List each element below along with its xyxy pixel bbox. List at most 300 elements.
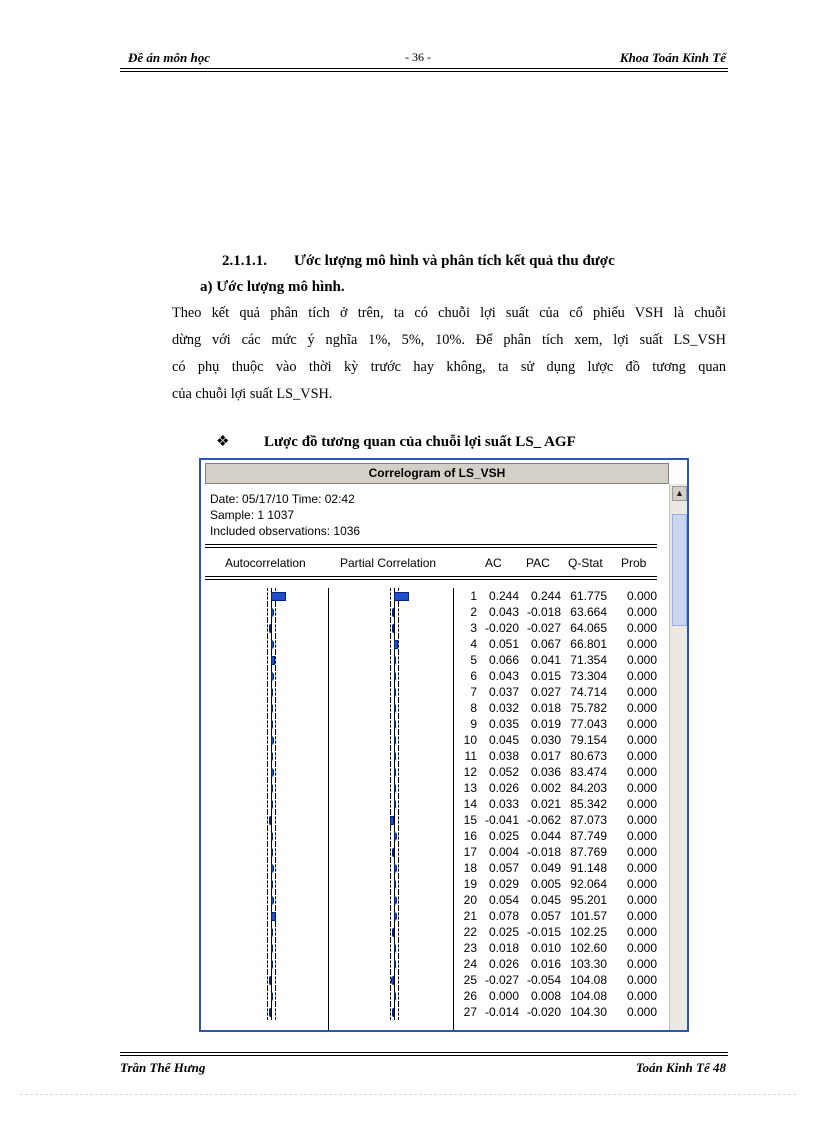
ac-cell: 0.032 — [488, 701, 519, 715]
pac-bar — [394, 784, 396, 793]
paragraph-line: dừng với các mức ý nghĩa 1%, 5%, 10%. Để phân tích xem, lợi suất LS_VSH — [172, 332, 726, 348]
prob-cell: 0.000 — [626, 621, 657, 635]
correlogram-row — [201, 908, 671, 924]
lag-cell: 13 — [463, 781, 477, 795]
ac-cell: -0.041 — [484, 813, 519, 827]
ac-cell: 0.035 — [488, 717, 519, 731]
pac-band-upper — [398, 604, 400, 620]
pac-band-lower — [390, 732, 392, 748]
body-paragraph — [172, 300, 726, 408]
lag-cell: 5 — [470, 653, 477, 667]
ac-bar — [271, 768, 274, 777]
correlogram-row — [201, 732, 671, 748]
ac-band-upper — [275, 876, 277, 892]
pac-band-upper — [398, 892, 400, 908]
lag-cell: 21 — [463, 909, 477, 923]
footer-rule — [120, 1052, 728, 1056]
ac-band-lower — [267, 796, 269, 812]
ac-band-upper — [275, 748, 277, 764]
ac-cell: 0.051 — [488, 637, 519, 651]
ac-band-lower — [267, 764, 269, 780]
pac-axis — [394, 924, 395, 940]
pac-cell: 0.027 — [530, 685, 561, 699]
prob-cell: 0.000 — [626, 1005, 657, 1019]
pac-cell: 0.067 — [530, 637, 561, 651]
ac-cell: -0.014 — [484, 1005, 519, 1019]
ac-band-lower — [267, 892, 269, 908]
qstat-cell: 91.148 — [570, 861, 607, 875]
pac-bar — [394, 880, 396, 889]
prob-cell: 0.000 — [626, 701, 657, 715]
correlogram-row — [201, 844, 671, 860]
pac-cell: 0.049 — [530, 861, 561, 875]
lag-cell: 14 — [463, 797, 477, 811]
ac-band-upper — [275, 940, 277, 956]
prob-cell: 0.000 — [626, 781, 657, 795]
lag-cell: 15 — [463, 813, 477, 827]
scroll-up-arrow-icon[interactable]: ▲ — [672, 486, 687, 501]
pac-cell: -0.018 — [526, 845, 561, 859]
pac-bar — [394, 896, 397, 905]
prob-cell: 0.000 — [626, 893, 657, 907]
ac-band-lower — [267, 732, 269, 748]
ac-bar — [271, 800, 273, 809]
ac-bar — [271, 864, 274, 873]
ac-band-upper — [275, 796, 277, 812]
qstat-cell: 74.714 — [570, 685, 607, 699]
pac-band-upper — [398, 764, 400, 780]
ac-band-lower — [267, 780, 269, 796]
figure-caption — [216, 432, 576, 451]
pac-bar — [394, 752, 396, 761]
qstat-cell: 71.354 — [570, 653, 607, 667]
qstat-cell: 79.154 — [570, 733, 607, 747]
paragraph-line: có phụ thuộc vào thời kỳ trước hay không, ta sử dụng lược đồ tương quan — [172, 359, 726, 375]
pac-bar — [394, 800, 396, 809]
prob-cell: 0.000 — [626, 925, 657, 939]
lag-cell: 20 — [463, 893, 477, 907]
qstat-cell: 64.065 — [570, 621, 607, 635]
col-pac: PAC — [526, 556, 550, 570]
pac-band-lower — [390, 908, 392, 924]
pac-band-upper — [398, 748, 400, 764]
pac-band-upper — [398, 860, 400, 876]
qstat-cell: 87.749 — [570, 829, 607, 843]
pac-band-upper — [398, 908, 400, 924]
prob-cell: 0.000 — [626, 845, 657, 859]
diamond-bullet-icon: ❖ — [216, 434, 230, 450]
prob-cell: 0.000 — [626, 957, 657, 971]
col-autocorrelation: Autocorrelation — [225, 556, 306, 570]
ac-band-lower — [267, 876, 269, 892]
ac-bar — [271, 736, 274, 745]
col-prob: Prob — [621, 556, 647, 570]
ac-bar — [271, 672, 274, 681]
prob-cell: 0.000 — [626, 669, 657, 683]
ac-bar — [271, 880, 273, 889]
qstat-cell: 92.064 — [570, 877, 607, 891]
pac-band-lower — [390, 748, 392, 764]
ac-bar — [271, 944, 273, 953]
ac-band-lower — [267, 636, 269, 652]
ac-band-upper — [275, 700, 277, 716]
ac-band-lower — [267, 828, 269, 844]
ac-bar — [271, 960, 273, 969]
ac-axis — [271, 972, 272, 988]
pac-cell: -0.020 — [526, 1005, 561, 1019]
ac-band-lower — [267, 604, 269, 620]
ac-band-upper — [275, 860, 277, 876]
qstat-cell: 102.60 — [570, 941, 607, 955]
footer-class: Toán Kinh Tế 48 — [635, 1060, 726, 1075]
pac-bar — [394, 992, 396, 1001]
caption-text: Lược đồ tương quan của chuỗi lợi suất LS_ AGF — [264, 434, 576, 450]
pac-band-lower — [390, 956, 392, 972]
header-faculty: Khoa Toán Kinh Tế — [619, 50, 726, 65]
column-headers — [205, 556, 657, 572]
pac-bar — [392, 624, 394, 633]
ac-cell: 0.025 — [488, 925, 519, 939]
ac-band-lower — [267, 860, 269, 876]
lag-cell: 18 — [463, 861, 477, 875]
ac-cell: 0.033 — [488, 797, 519, 811]
pac-bar — [391, 976, 394, 985]
pac-band-upper — [398, 924, 400, 940]
correlogram-window — [199, 458, 689, 1032]
pac-band-upper — [398, 828, 400, 844]
qstat-cell: 75.782 — [570, 701, 607, 715]
lag-cell: 25 — [463, 973, 477, 987]
correlogram-row — [201, 812, 671, 828]
lag-cell: 24 — [463, 957, 477, 971]
lag-cell: 17 — [463, 845, 477, 859]
ac-band-upper — [275, 716, 277, 732]
correlogram-row — [201, 588, 671, 604]
ac-band-upper — [275, 732, 277, 748]
pac-bar — [392, 928, 394, 937]
ac-band-upper — [275, 924, 277, 940]
qstat-cell: 73.304 — [570, 669, 607, 683]
pac-cell: 0.016 — [530, 957, 561, 971]
ac-band-upper — [275, 636, 277, 652]
pac-band-upper — [398, 988, 400, 1004]
ac-cell: 0.066 — [488, 653, 519, 667]
prob-cell: 0.000 — [626, 749, 657, 763]
correlogram-row — [201, 652, 671, 668]
prob-cell: 0.000 — [626, 861, 657, 875]
pac-bar — [390, 816, 394, 825]
correlogram-row — [201, 636, 671, 652]
date-line: Date: 05/17/10 Time: 02:42 — [210, 492, 355, 506]
correlogram-row — [201, 604, 671, 620]
correlogram-row — [201, 972, 671, 988]
lag-cell: 3 — [470, 621, 477, 635]
ac-bar — [271, 848, 273, 857]
ac-cell: 0.078 — [488, 909, 519, 923]
prob-cell: 0.000 — [626, 717, 657, 731]
ac-cell: 0.018 — [488, 941, 519, 955]
ac-bar — [269, 624, 271, 633]
ac-cell: 0.244 — [488, 589, 519, 603]
section-heading — [222, 253, 615, 270]
pac-bar — [394, 768, 396, 777]
lag-cell: 4 — [470, 637, 477, 651]
ac-band-lower — [267, 588, 269, 604]
pac-band-lower — [390, 988, 392, 1004]
qstat-cell: 104.30 — [570, 1005, 607, 1019]
pac-cell: -0.062 — [526, 813, 561, 827]
footer-author: Trần Thế Hưng — [120, 1060, 206, 1075]
pac-band-lower — [390, 892, 392, 908]
lag-cell: 9 — [470, 717, 477, 731]
lag-cell: 16 — [463, 829, 477, 843]
ac-band-upper — [275, 988, 277, 1004]
correlogram-row — [201, 796, 671, 812]
window-title: Correlogram of LS_VSH — [205, 463, 669, 484]
ac-bar — [271, 688, 273, 697]
ac-bar — [271, 784, 273, 793]
pac-bar — [394, 672, 396, 681]
pac-band-lower — [390, 652, 392, 668]
pac-cell: 0.019 — [530, 717, 561, 731]
pac-cell: 0.021 — [530, 797, 561, 811]
qstat-cell: 66.801 — [570, 637, 607, 651]
correlogram-row — [201, 716, 671, 732]
qstat-cell: 80.673 — [570, 749, 607, 763]
pac-band-lower — [390, 636, 392, 652]
ac-axis — [271, 812, 272, 828]
sample-line: Sample: 1 1037 — [210, 508, 295, 522]
pac-band-lower — [390, 764, 392, 780]
ac-bar — [271, 912, 276, 921]
prob-cell: 0.000 — [626, 653, 657, 667]
ac-bar — [271, 832, 273, 841]
pac-band-upper — [398, 684, 400, 700]
ac-band-lower — [267, 684, 269, 700]
ac-axis — [271, 1004, 272, 1020]
qstat-cell: 104.08 — [570, 973, 607, 987]
vertical-scrollbar[interactable] — [669, 484, 687, 1030]
pac-band-upper — [398, 956, 400, 972]
ac-bar — [269, 976, 271, 985]
pac-axis — [394, 972, 395, 988]
lag-cell: 6 — [470, 669, 477, 683]
ac-cell: 0.045 — [488, 733, 519, 747]
ac-cell: 0.038 — [488, 749, 519, 763]
pac-cell: 0.244 — [530, 589, 561, 603]
lag-cell: 10 — [463, 733, 477, 747]
pac-band-upper — [398, 700, 400, 716]
pac-cell: -0.054 — [526, 973, 561, 987]
scroll-thumb[interactable] — [672, 514, 687, 626]
ac-cell: 0.054 — [488, 893, 519, 907]
pac-bar — [394, 736, 396, 745]
pac-band-lower — [390, 796, 392, 812]
pac-bar — [394, 720, 396, 729]
qstat-cell: 61.775 — [570, 589, 607, 603]
ac-band-upper — [275, 972, 277, 988]
pac-cell: -0.015 — [526, 925, 561, 939]
header-course: Đề án môn học — [128, 50, 210, 65]
ac-band-upper — [275, 668, 277, 684]
correlogram-row — [201, 988, 671, 1004]
ac-band-upper — [275, 764, 277, 780]
col-ac: AC — [485, 556, 502, 570]
pac-bar — [394, 640, 398, 649]
subsection-heading: a) Ước lượng mô hình. — [200, 279, 345, 295]
ac-bar — [271, 928, 273, 937]
pac-bar — [394, 960, 396, 969]
header-rule — [120, 68, 728, 72]
section-title: Ước lượng mô hình và phân tích kết quả thu được — [294, 253, 615, 269]
ac-band-lower — [267, 652, 269, 668]
ac-bar — [271, 656, 275, 665]
ac-cell: 0.026 — [488, 781, 519, 795]
correlogram-row — [201, 620, 671, 636]
pac-cell: 0.005 — [530, 877, 561, 891]
pac-cell: 0.017 — [530, 749, 561, 763]
correlogram-row — [201, 876, 671, 892]
lag-cell: 23 — [463, 941, 477, 955]
ac-bar — [271, 752, 273, 761]
pac-bar — [394, 864, 397, 873]
pac-cell: 0.036 — [530, 765, 561, 779]
correlogram-row — [201, 684, 671, 700]
qstat-cell: 103.30 — [570, 957, 607, 971]
ac-band-upper — [275, 844, 277, 860]
ac-cell: 0.004 — [488, 845, 519, 859]
pac-band-lower — [390, 828, 392, 844]
pac-band-upper — [398, 812, 400, 828]
qstat-cell: 77.043 — [570, 717, 607, 731]
col-partial-correlation: Partial Correlation — [340, 556, 437, 570]
pac-bar — [394, 592, 409, 601]
pac-cell: 0.044 — [530, 829, 561, 843]
lag-cell: 1 — [470, 589, 477, 603]
pac-bar — [394, 944, 396, 953]
prob-cell: 0.000 — [626, 797, 657, 811]
qstat-cell: 101.57 — [570, 909, 607, 923]
ac-band-upper — [275, 604, 277, 620]
ac-cell: 0.052 — [488, 765, 519, 779]
ac-bar — [271, 720, 273, 729]
ac-bar — [271, 704, 273, 713]
pac-cell: 0.057 — [530, 909, 561, 923]
pac-band-lower — [390, 716, 392, 732]
ac-cell: 0.057 — [488, 861, 519, 875]
pac-axis — [394, 604, 395, 620]
correlogram-row — [201, 1004, 671, 1020]
lag-cell: 7 — [470, 685, 477, 699]
prob-cell: 0.000 — [626, 733, 657, 747]
ac-cell: 0.026 — [488, 957, 519, 971]
ac-cell: 0.025 — [488, 829, 519, 843]
ac-band-upper — [275, 684, 277, 700]
lag-cell: 19 — [463, 877, 477, 891]
correlogram-row — [201, 764, 671, 780]
pac-bar — [394, 912, 397, 921]
qstat-cell: 95.201 — [570, 893, 607, 907]
ac-band-upper — [275, 828, 277, 844]
ac-cell: 0.029 — [488, 877, 519, 891]
pac-cell: 0.010 — [530, 941, 561, 955]
lag-cell: 22 — [463, 925, 477, 939]
estimation-info — [210, 491, 360, 539]
ac-cell: -0.027 — [484, 973, 519, 987]
prob-cell: 0.000 — [626, 909, 657, 923]
table-divider — [205, 544, 657, 548]
pac-band-lower — [390, 780, 392, 796]
ac-cell: 0.037 — [488, 685, 519, 699]
table-divider — [205, 576, 657, 580]
ac-band-lower — [267, 700, 269, 716]
pac-axis — [394, 620, 395, 636]
ac-band-lower — [267, 940, 269, 956]
ac-cell: 0.000 — [488, 989, 519, 1003]
ac-band-upper — [275, 1004, 277, 1020]
lag-cell: 2 — [470, 605, 477, 619]
ac-band-lower — [267, 908, 269, 924]
pac-bar — [394, 832, 397, 841]
qstat-cell: 83.474 — [570, 765, 607, 779]
ac-cell: 0.043 — [488, 605, 519, 619]
pac-cell: 0.015 — [530, 669, 561, 683]
qstat-cell: 63.664 — [570, 605, 607, 619]
col-qstat: Q-Stat — [568, 556, 603, 570]
pac-band-upper — [398, 876, 400, 892]
ac-band-upper — [275, 956, 277, 972]
pac-bar — [394, 656, 396, 665]
prob-cell: 0.000 — [626, 605, 657, 619]
qstat-cell: 102.25 — [570, 925, 607, 939]
pac-band-upper — [398, 652, 400, 668]
correlogram-row — [201, 956, 671, 972]
pac-cell: 0.018 — [530, 701, 561, 715]
header-page-number: - 36 - — [405, 50, 431, 64]
qstat-cell: 87.769 — [570, 845, 607, 859]
qstat-cell: 84.203 — [570, 781, 607, 795]
ac-band-upper — [275, 652, 277, 668]
ac-band-upper — [275, 892, 277, 908]
pac-band-upper — [398, 844, 400, 860]
lag-cell: 11 — [464, 749, 477, 763]
correlogram-row — [201, 700, 671, 716]
prob-cell: 0.000 — [626, 637, 657, 651]
pac-band-upper — [398, 732, 400, 748]
ac-bar — [271, 640, 274, 649]
page-edge — [20, 1094, 796, 1095]
prob-cell: 0.000 — [626, 813, 657, 827]
ac-band-lower — [267, 716, 269, 732]
pac-cell: -0.018 — [526, 605, 561, 619]
pac-band-upper — [398, 780, 400, 796]
correlogram-row — [201, 892, 671, 908]
ac-bar — [269, 1008, 271, 1017]
prob-cell: 0.000 — [626, 989, 657, 1003]
pac-axis — [394, 812, 395, 828]
pac-band-upper — [398, 620, 400, 636]
pac-bar — [392, 1008, 394, 1017]
correlogram-row — [201, 924, 671, 940]
section-number: 2.1.1.1. — [222, 253, 267, 269]
pac-band-upper — [398, 940, 400, 956]
pac-band-lower — [390, 668, 392, 684]
ac-band-lower — [267, 924, 269, 940]
paragraph-line: của chuỗi lợi suất LS_VSH. — [172, 386, 333, 402]
lag-cell: 26 — [463, 989, 477, 1003]
pac-band-upper — [398, 716, 400, 732]
pac-bar — [392, 848, 394, 857]
